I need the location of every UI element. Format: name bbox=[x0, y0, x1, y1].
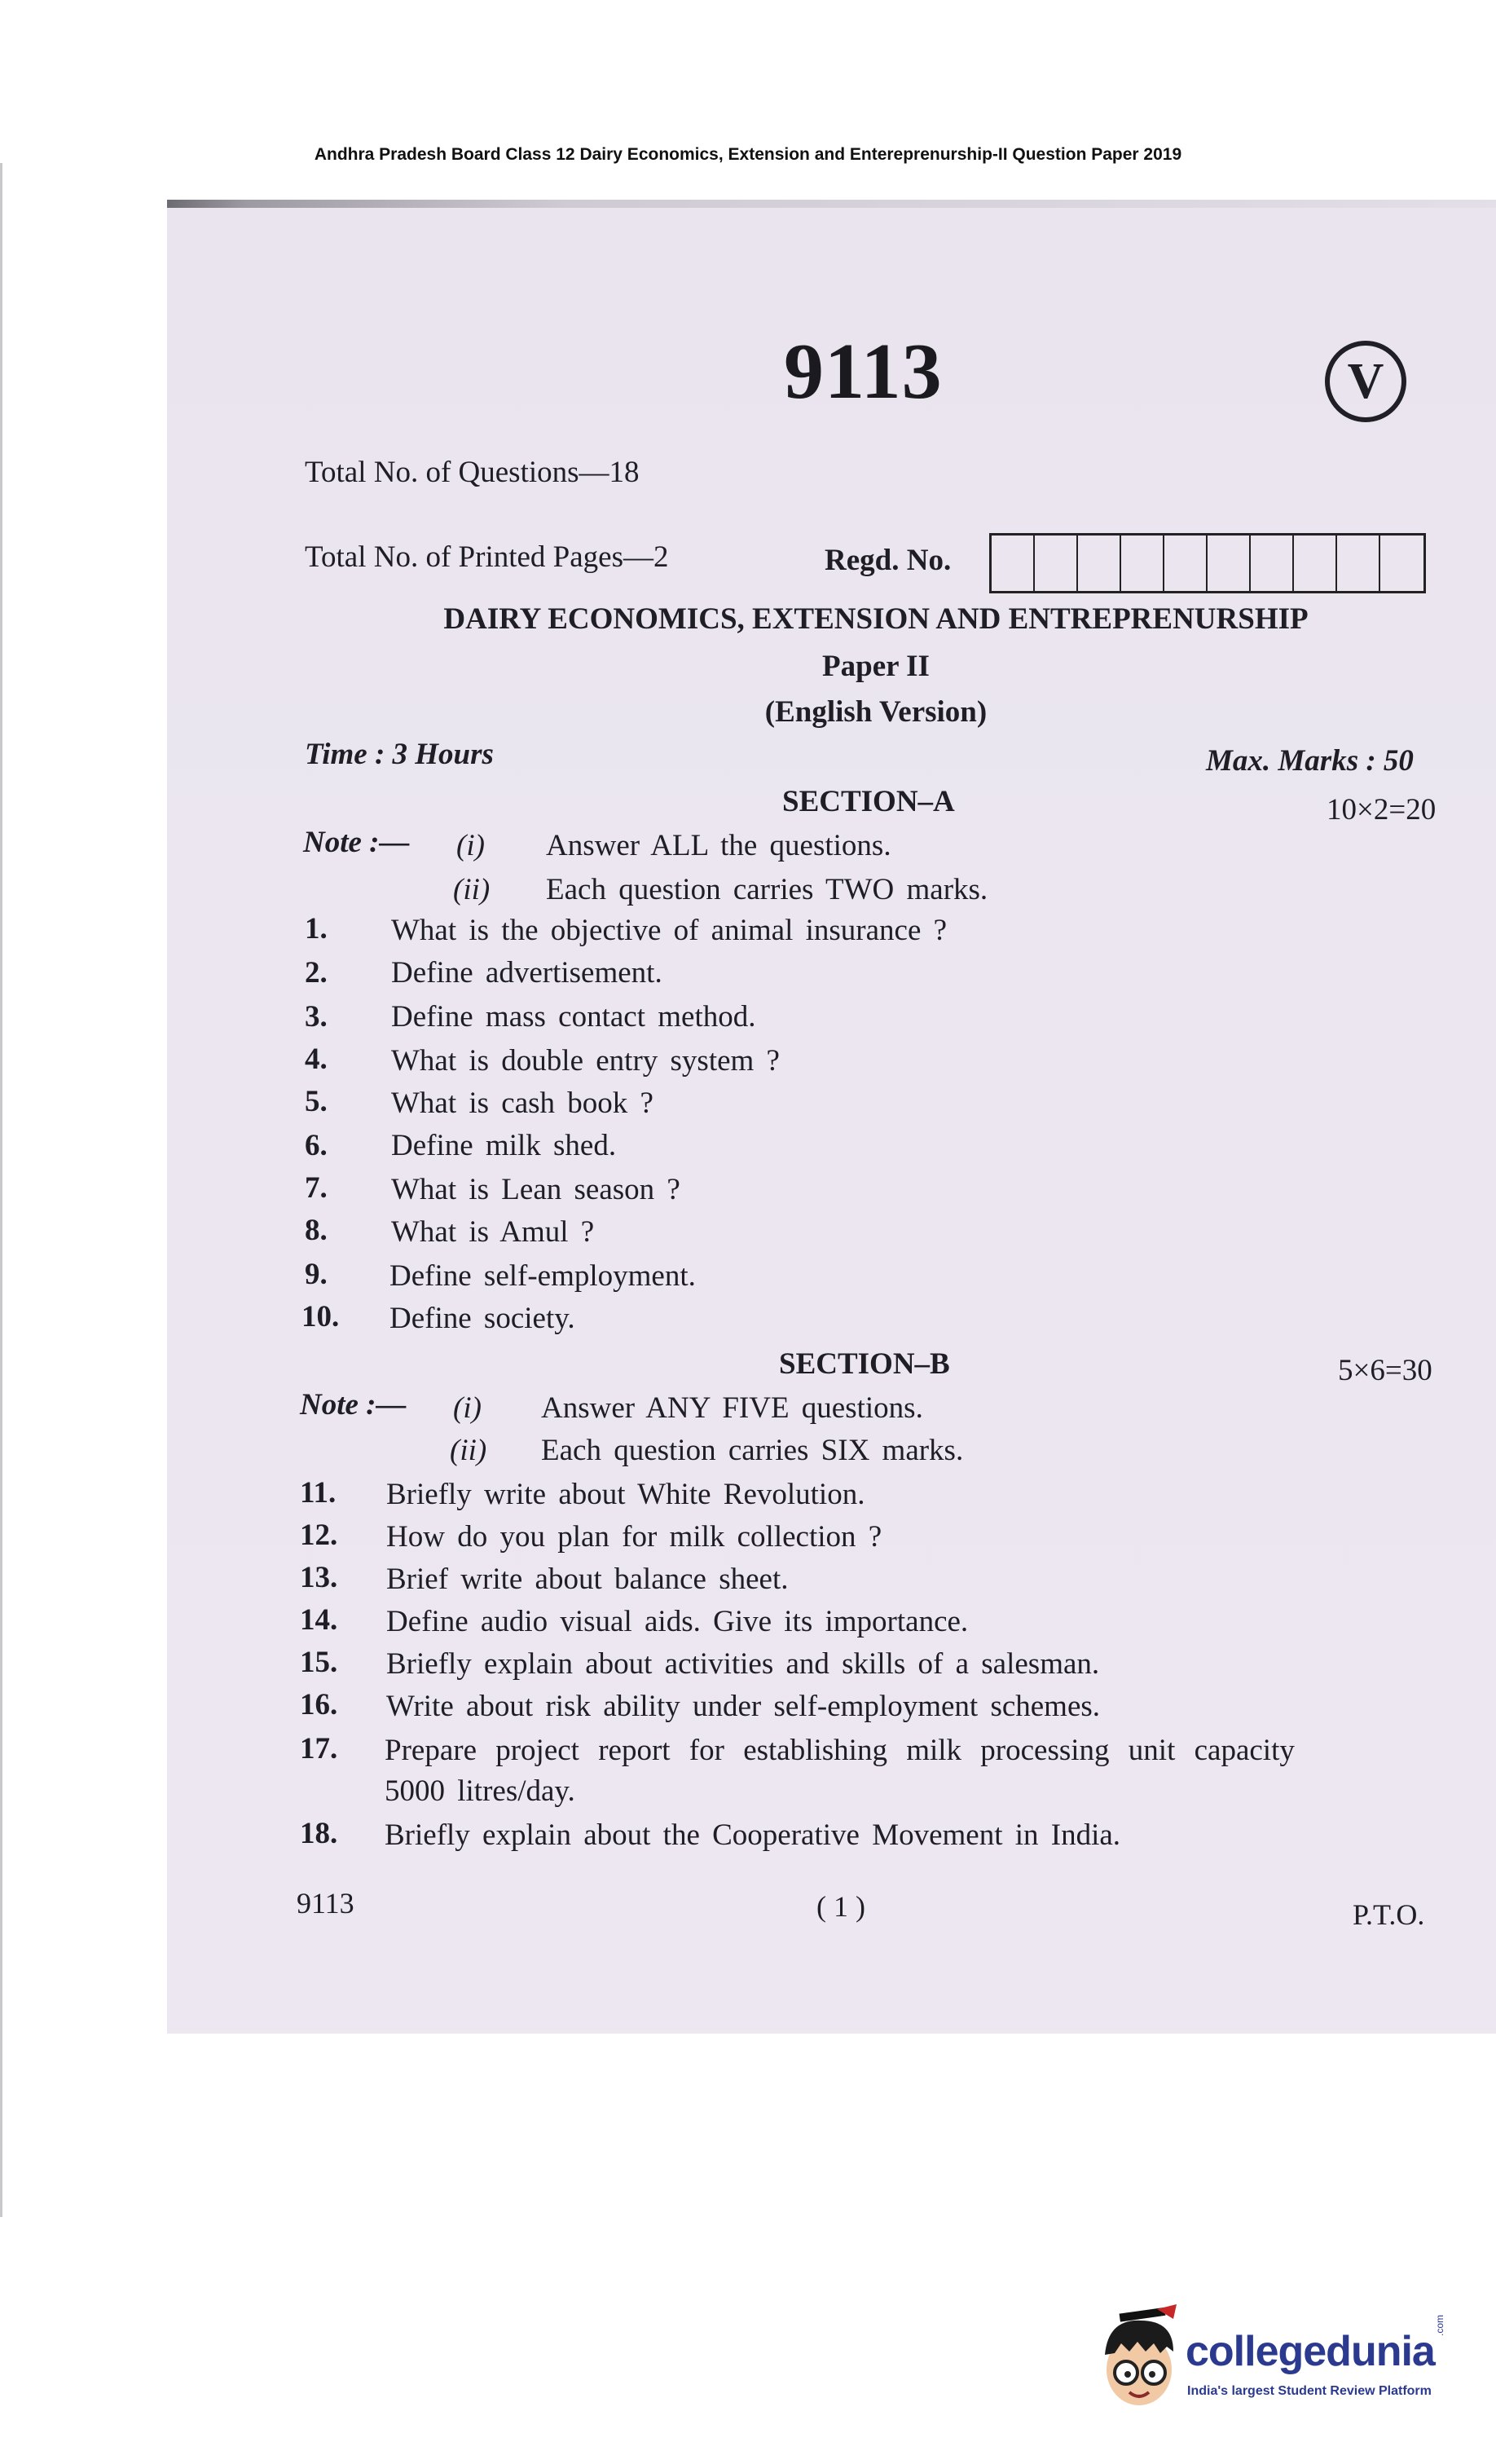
question-number: 4. bbox=[305, 1042, 328, 1076]
question-number: 5. bbox=[305, 1085, 328, 1118]
regd-box[interactable] bbox=[1251, 536, 1294, 591]
section-a-title: SECTION–A bbox=[782, 785, 955, 818]
question-text: Define milk shed. bbox=[391, 1129, 617, 1162]
total-pages: Total No. of Printed Pages—2 bbox=[305, 540, 669, 574]
question-text: Briefly write about White Revolution. bbox=[386, 1478, 865, 1511]
question-number: 8. bbox=[305, 1214, 328, 1247]
question-text: How do you plan for milk collection ? bbox=[386, 1520, 882, 1554]
regd-box[interactable] bbox=[1294, 536, 1337, 591]
section-b-note-label: Note :— bbox=[300, 1388, 407, 1422]
question-text: Write about risk ability under self-employment schemes. bbox=[386, 1690, 1101, 1723]
regd-box[interactable] bbox=[1121, 536, 1164, 591]
regd-box[interactable] bbox=[1078, 536, 1121, 591]
question-text: What is Lean season ? bbox=[391, 1173, 680, 1206]
question-text: What is Amul ? bbox=[391, 1215, 595, 1249]
page-border bbox=[0, 163, 2, 2217]
logo-com: .com bbox=[1434, 2314, 1445, 2336]
regd-box[interactable] bbox=[1337, 536, 1380, 591]
version-text: (English Version) bbox=[764, 695, 988, 729]
question-text-continued: 5000 litres/day. bbox=[385, 1774, 575, 1808]
question-text: Define audio visual aids. Give its importance. bbox=[386, 1605, 969, 1638]
regd-number-boxes[interactable] bbox=[989, 533, 1426, 593]
question-text: Define advertisement. bbox=[391, 956, 662, 990]
regd-box[interactable] bbox=[1164, 536, 1208, 591]
question-text: Briefly explain about activities and skills of a salesman. bbox=[386, 1647, 1100, 1681]
regd-label: Regd. No. bbox=[825, 544, 952, 577]
question-number: 3. bbox=[305, 1000, 328, 1034]
question-number: 14. bbox=[300, 1603, 338, 1637]
max-marks: Max. Marks : 50 bbox=[1206, 744, 1414, 778]
question-number: 13. bbox=[300, 1561, 338, 1594]
question-number: 2. bbox=[305, 956, 328, 990]
question-text: Define mass contact method. bbox=[391, 1000, 756, 1034]
question-number: 12. bbox=[300, 1519, 338, 1552]
question-number: 6. bbox=[305, 1129, 328, 1162]
paper-code: 9113 bbox=[784, 328, 943, 416]
note-num: (i) bbox=[456, 829, 485, 862]
regd-box[interactable] bbox=[1035, 536, 1078, 591]
question-text: What is the objective of animal insurance ? bbox=[391, 914, 948, 947]
footer-code: 9113 bbox=[297, 1887, 354, 1920]
section-b-title: SECTION–B bbox=[779, 1347, 950, 1381]
mascot-icon bbox=[1092, 2303, 1190, 2417]
note-num: (ii) bbox=[450, 1434, 487, 1467]
question-text: What is cash book ? bbox=[391, 1087, 653, 1120]
question-number: 1. bbox=[305, 912, 328, 945]
question-number: 16. bbox=[300, 1688, 338, 1721]
question-text: Define society. bbox=[389, 1302, 575, 1335]
question-number: 17. bbox=[300, 1732, 338, 1765]
note-text: Each question carries SIX marks. bbox=[541, 1434, 964, 1467]
time-label: Time : 3 Hours bbox=[305, 738, 494, 771]
section-a-marks: 10×2=20 bbox=[1327, 793, 1437, 826]
note-text: Answer ALL the questions. bbox=[546, 829, 891, 862]
version-badge: V bbox=[1325, 341, 1406, 422]
question-number: 7. bbox=[305, 1171, 328, 1205]
question-text: What is double entry system ? bbox=[391, 1044, 780, 1078]
section-b-marks: 5×6=30 bbox=[1338, 1354, 1432, 1387]
section-a-note-label: Note :— bbox=[303, 826, 410, 859]
total-questions: Total No. of Questions—18 bbox=[305, 456, 640, 489]
paper-number: Paper II bbox=[822, 650, 930, 683]
note-text: Answer ANY FIVE questions. bbox=[541, 1391, 923, 1425]
note-num: (ii) bbox=[453, 873, 491, 906]
question-text: Brief write about balance sheet. bbox=[386, 1563, 789, 1596]
question-number: 10. bbox=[301, 1300, 340, 1333]
question-number: 15. bbox=[300, 1646, 338, 1679]
question-number: 9. bbox=[305, 1258, 328, 1291]
subject-title: DAIRY ECONOMICS, EXTENSION AND ENTREPRENURSHIP bbox=[443, 602, 1309, 636]
regd-box[interactable] bbox=[992, 536, 1035, 591]
note-text: Each question carries TWO marks. bbox=[546, 873, 988, 906]
regd-box[interactable] bbox=[1380, 536, 1423, 591]
regd-box[interactable] bbox=[1208, 536, 1251, 591]
scan-top-edge bbox=[167, 200, 1496, 208]
question-number: 11. bbox=[300, 1476, 337, 1510]
document-header: Andhra Pradesh Board Class 12 Dairy Economics, Extension and Entereprenurship-II Question Paper 2019 bbox=[314, 145, 1182, 164]
logo-tagline: India's largest Student Review Platform bbox=[1187, 2384, 1432, 2398]
question-number: 18. bbox=[300, 1817, 338, 1850]
page-number: ( 1 ) bbox=[816, 1890, 865, 1923]
logo-wordmark: collegedunia bbox=[1186, 2328, 1435, 2375]
pto-label: P.T.O. bbox=[1353, 1898, 1425, 1931]
question-text: Prepare project report for establishing milk processing unit capacity bbox=[385, 1734, 1295, 1767]
question-text: Define self-employment. bbox=[389, 1259, 696, 1293]
note-num: (i) bbox=[453, 1391, 482, 1425]
question-text: Briefly explain about the Cooperative Movement in India. bbox=[385, 1818, 1121, 1852]
